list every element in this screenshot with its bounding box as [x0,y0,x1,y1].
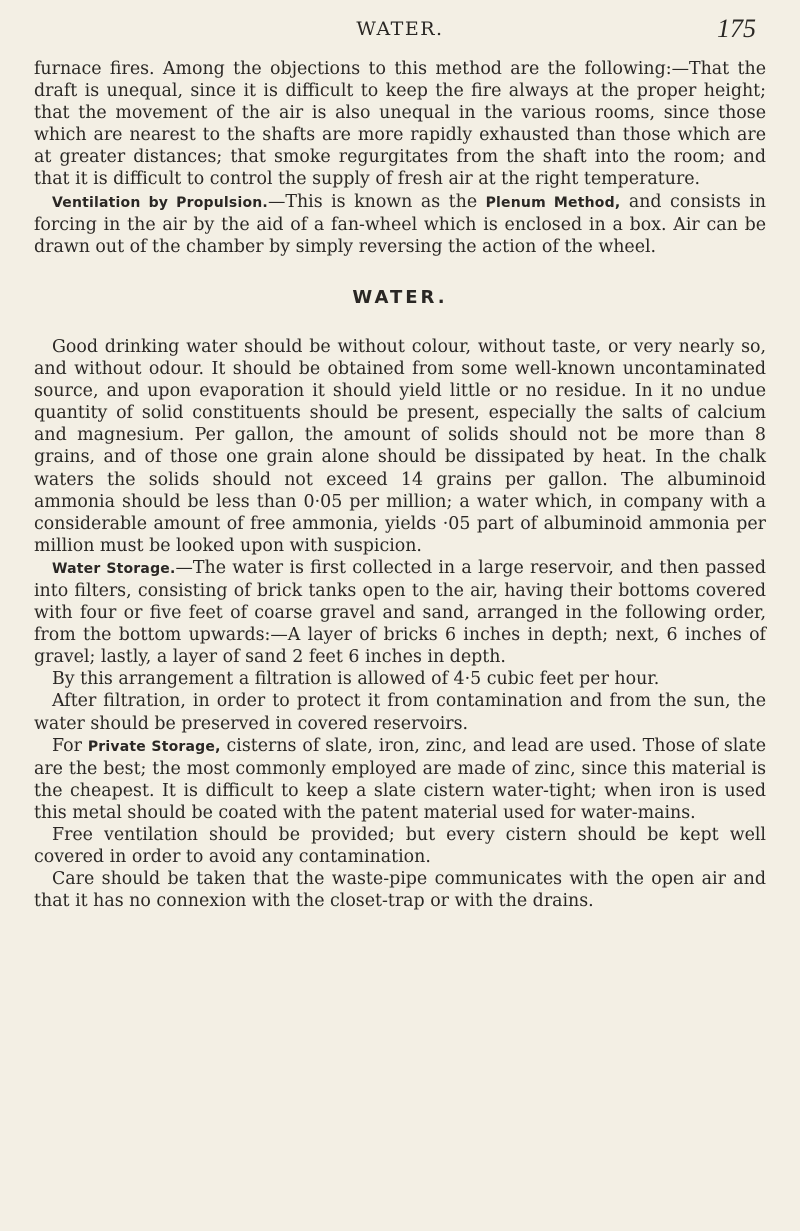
paragraph-waste-pipe: Care should be taken that the waste-pipe communicates with the open air and that it has no connexion with the closet-trap or with the drains. [34,869,766,912]
run-in-heading-ventilation: Ventilation by Propulsion. [52,194,268,211]
paragraph-covered-reservoirs: After filtration, in order to protect it from contamination and from the sun, the water should be preserved in covered reservoirs. [34,691,766,734]
running-head [0,14,800,54]
running-title: WATER. [356,18,444,40]
section-title-water: WATER. [352,286,448,308]
body-text [34,58,766,912]
paragraph-text: —This is known as the [267,191,486,212]
paragraph-drinking-water: Good drinking water should be without colour, without taste, or very nearly so, and without odour. It should be obtained from some well-known uncontaminated source, and upon evaporation it should yield little or no residue. In it no undue quantity of solid constituents should be present, especially the salts of calcium and magnesium. Per gallon, the amount of solids should not be more than 8 grains, and of those one grain alone should be dissipated by heat. In the chalk waters the solids should not exceed 14 grains per gallon. The albuminoid ammonia should be less than 0·05 per million; a water which, in company with a considerable amount of free ammonia, yields ·05 part of albuminoid ammonia per million must be looked upon with suspicion. [34,336,766,556]
run-in-heading-water-storage: Water Storage. [52,560,176,577]
paragraph-ventilation-propulsion [34,191,766,258]
paragraph-furnace-objections: furnace fires. Among the objections to this method are the following:—That the draft is unequal, since it is difficult to keep the fire always at the proper height; that the movement of the air is also unequal in the various rooms, since those which are nearest to the shafts are more rapidly exhausted than those which are at greater distances; that smoke regurgitates from the shaft into the room; and that it is difficult to control the supply of fresh air at the right temperature. [34,59,766,190]
paragraph-cistern-ventilation: Free ventilation should be provided; but every cistern should be kept well covered in order to avoid any contamination. [34,825,766,868]
paragraph-text: For [52,735,88,756]
run-in-heading-private-storage: Private Storage, [87,738,221,755]
paragraph-private-storage [34,735,766,824]
paragraph-filtration-rate: By this arrangement a filtration is allowed of 4·5 cubic feet per hour. [52,669,660,690]
run-in-heading-plenum: Plenum Method, [485,194,621,211]
paragraph-text: and consists in forcing in the air by the aid of a fan-wheel which is enclosed in a box. Air can be drawn out of the chamber by simply reversing the action of the wheel. [34,191,766,257]
paragraph-text: —The water is first collected in a large reservoir, and then passed into filters, consisting of brick tanks open to the air, having their bottoms covered with four or five feet of coarse gravel and sand, arranged in the following order, from the bottom upwards:—A layer of bricks 6 inches in depth; next, 6 inches of gravel; lastly, a layer of sand 2 feet 6 inches in depth. [34,557,766,668]
page-number: 175 [717,14,756,43]
paragraph-text: cisterns of slate, iron, zinc, and lead are used. Those of slate are the best; the most commonly employed are made of zinc, since this material is the cheapest. It is difficult to keep a slate cistern water-tight; when iron is used this metal should be coated with the patent material used for water-mains. [34,735,767,823]
paragraph-water-storage [34,557,766,668]
